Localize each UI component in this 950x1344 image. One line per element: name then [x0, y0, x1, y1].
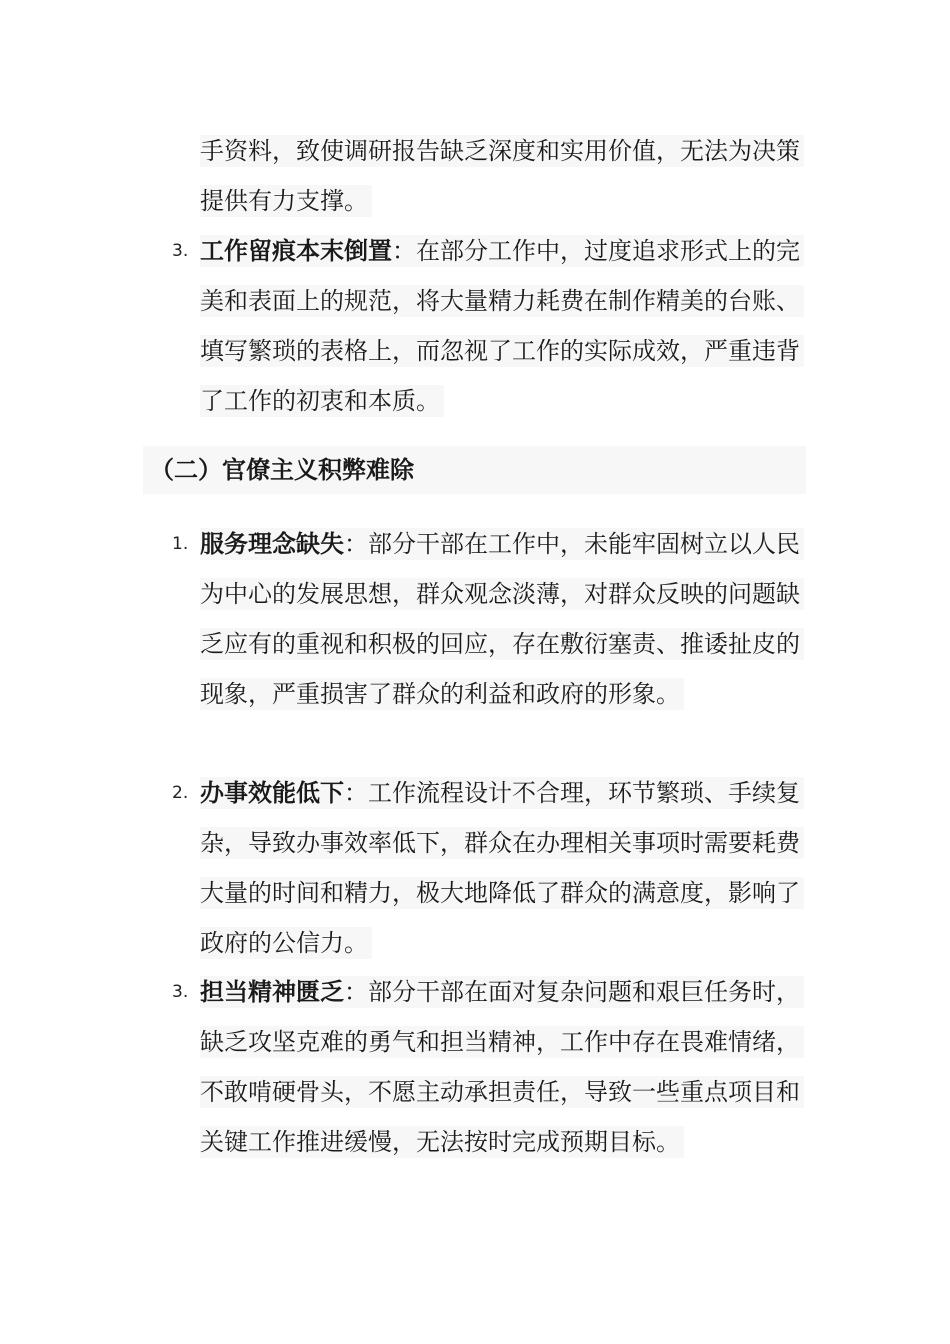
- list-item-term: 工作留痕本末倒置: [200, 237, 392, 265]
- list-item-term: 办事效能低下: [200, 779, 344, 807]
- list-item: [172, 967, 810, 1167]
- list-item-number: 1.: [172, 534, 189, 554]
- list-item-text: ：在部分工作中，过度追求形式上的完美和表面上的规范，将大量精力耗费在制作精美的台账、填写繁琐的表格上，而忽视了工作的实际成效，严重违背了工作的初衷和本质。: [200, 237, 800, 415]
- list-item-number: 2.: [172, 783, 189, 803]
- list-item-number: 3.: [172, 982, 189, 1002]
- list-item-term: 服务理念缺失: [200, 530, 344, 558]
- list-item: [172, 226, 810, 426]
- section-heading: （二）官僚主义积弊难除: [150, 456, 414, 484]
- continued-paragraph: [200, 126, 810, 226]
- list-item-term: 担当精神匮乏: [200, 978, 344, 1006]
- list-item: [172, 768, 810, 968]
- list-item-text: ：部分干部在面对复杂问题和艰巨任务时，缺乏攻坚克难的勇气和担当精神，工作中存在畏难情绪，不敢啃硬骨头，不愿主动承担责任，导致一些重点项目和关键工作推进缓慢，无法按时完成预期目标。: [200, 978, 800, 1156]
- list-item-number: 3.: [172, 241, 189, 261]
- list-item-text: ：工作流程设计不合理，环节繁琐、手续复杂，导致办事效率低下，群众在办理相关事项时需要耗费大量的时间和精力，极大地降低了群众的满意度，影响了政府的公信力。: [200, 779, 800, 957]
- continued-paragraph-text: 手资料，致使调研报告缺乏深度和实用价值，无法为决策提供有力支撑。: [200, 135, 804, 217]
- list-item-text: ：部分干部在工作中，未能牢固树立以人民为中心的发展思想，群众观念淡薄，对群众反映的问题缺乏应有的重视和积极的回应，存在敷衍塞责、推诿扯皮的现象，严重损害了群众的利益和政府的形象。: [200, 530, 800, 708]
- list-item: [172, 519, 810, 719]
